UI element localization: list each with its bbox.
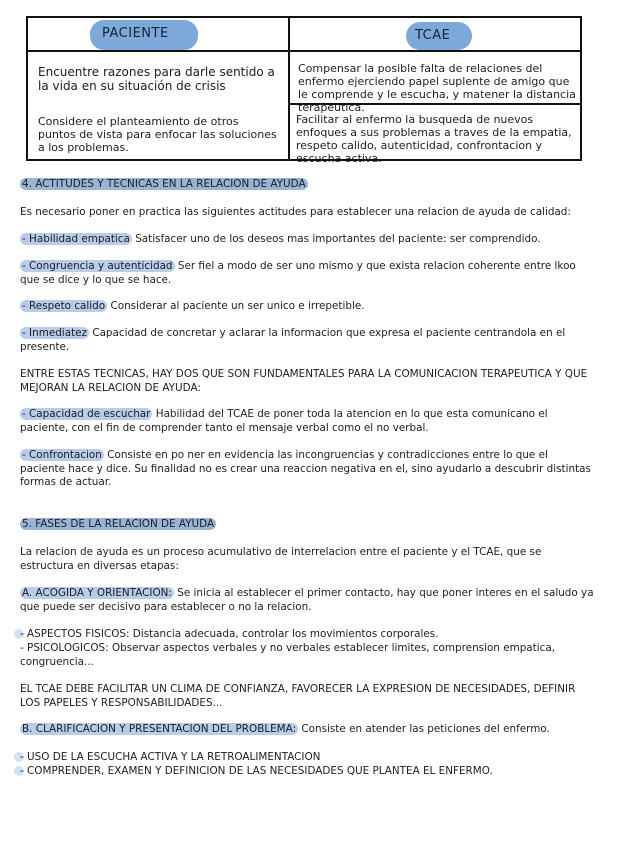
cell-tcae-1: Compensar la posible falta de relaciones del enfermo ejerciendo papel suplente de amigo que le comprende y le escucha, y matener la distancia terapeutica.: [298, 62, 576, 114]
phase-b-text: Consiste en atender las peticiones del enfermo.: [301, 723, 550, 735]
attitude-immediacy: [20, 327, 595, 354]
technique-confrontation: [20, 449, 595, 490]
attitude-congruence-text: Ser fiel a modo de ser uno mismo y que exista relacion coherente entre lkoo que se dice y lo que se hace.: [20, 260, 576, 286]
comparison-table: [26, 16, 582, 165]
technique-confrontation-text: Consiste en po ner en evidencia las incongruencias y contradicciones entre lo que el paciente hace y dice. Su finalidad no es crear una reaccion negativa en el, sino ayudarlo a descubrir distintas formas de actuar.: [20, 449, 591, 488]
section5-title-text: 5. FASES DE LA RELACION DE AYUDA: [22, 518, 215, 530]
table-header-divider: [26, 50, 582, 52]
section5-title: [20, 518, 595, 532]
attitude-respect: [20, 300, 595, 314]
col-header-paciente: PACIENTE: [102, 26, 169, 41]
cell-paciente-1: Encuentre razones para darle sentido a la vida en su situación de crisis: [38, 65, 275, 93]
attitude-empathy-label: - Habilidad empatica: [22, 233, 130, 245]
table-mid-border: [288, 16, 290, 161]
attitude-immediacy-text: Capacidad de concretar y aclarar la informacion que expresa el paciente centrandola en el presente.: [20, 327, 566, 353]
phase-a-text: Se inicia al establecer el primer contacto, hay que poner interes en el saludo ya que puede ser decisivo para establecer o no la relacion.: [20, 587, 594, 613]
attitude-congruence-label: - Congruencia y autenticidad: [22, 260, 173, 272]
table-right-border: [580, 16, 582, 161]
section5-intro: La relacion de ayuda es un proceso acumulativo de interrelacion entre el paciente y el TCAE, que se estructura en diversas etapas:: [20, 546, 542, 572]
phase-a: [20, 587, 595, 614]
technique-listening-label: - Capacidad de escuchar: [22, 408, 151, 420]
list-b-item-1: - USO DE LA ESCUCHA ACTIVA Y LA RETROALIMENTACION: [20, 751, 321, 763]
attitude-respect-text: Considerar al paciente un ser unico e irrepetible.: [110, 300, 365, 312]
aspect-psychological: - PSICOLOGICOS: Observar aspectos verbales y no verbales establecer limites, comprension empatica, congruencia...: [20, 642, 556, 668]
technique-confrontation-label: - Confrontacion: [22, 449, 102, 461]
cell-paciente-2: Considere el planteamiento de otros puntos de vista para enfocar las soluciones a los problemas.: [38, 115, 277, 154]
phase-b: [20, 723, 595, 737]
attitude-immediacy-label: - Inmediatez: [22, 327, 87, 339]
list-b-item-2: - COMPRENDER, EXAMEN Y DEFINICION DE LAS NECESIDADES QUE PLANTEA EL ENFERMO.: [20, 765, 493, 777]
attitude-empathy: [20, 233, 595, 247]
attitude-congruence: [20, 260, 595, 287]
technique-listening-text: Habilidad del TCAE de poner toda la atencion en lo que esta comunicano el paciente, con el fin de comprender tanto el mensaje verbal como el no verbal.: [20, 408, 548, 434]
aspect-physical: - ASPECTOS FISICOS: Distancia adecuada, controlar los movimientos corporales.: [20, 628, 439, 640]
section4-intro: Es necesario poner en practica las siguientes actitudes para establecer una relacion de ayuda de calidad:: [20, 206, 571, 218]
phase-a-label: A. ACOGIDA Y ORIENTACION:: [22, 587, 172, 599]
attitude-respect-label: - Respeto calido: [22, 300, 106, 312]
section4-title-text: 4. ACTITUDES Y TECNICAS EN LA RELACION DE AYUDA: [22, 178, 306, 190]
cell-tcae-2: Facilitar al enfermo la busqueda de nuevos enfoques a sus problemas a traves de la empatia, respeto calido, autenticidad, confrontacion y escucha activa.: [296, 113, 572, 165]
techniques-intro: ENTRE ESTAS TECNICAS, HAY DOS QUE SON FUNDAMENTALES PARA LA COMUNICACION TERAPEUTICA Y QUE MEJORAN LA RELACION DE AYUDA:: [20, 368, 588, 394]
phase-b-label: B. CLARIFICACION Y PRESENTACION DEL PROBLEMA:: [22, 723, 297, 735]
technique-listening: [20, 408, 595, 435]
table-top-border: [26, 16, 582, 18]
table-left-border: [26, 16, 28, 161]
attitude-empathy-text: Satisfacer uno de los deseos mas importantes del paciente: ser comprendido.: [135, 233, 541, 245]
col-header-tcae: TCAE: [415, 28, 451, 43]
section4-title: [20, 178, 595, 192]
climate-statement: EL TCAE DEBE FACILITAR UN CLIMA DE CONFIANZA, FAVORECER LA EXPRESION DE NECESIDADES, DEFINIR LOS PAPELES Y RESPONSABILIDADES...: [20, 683, 576, 709]
